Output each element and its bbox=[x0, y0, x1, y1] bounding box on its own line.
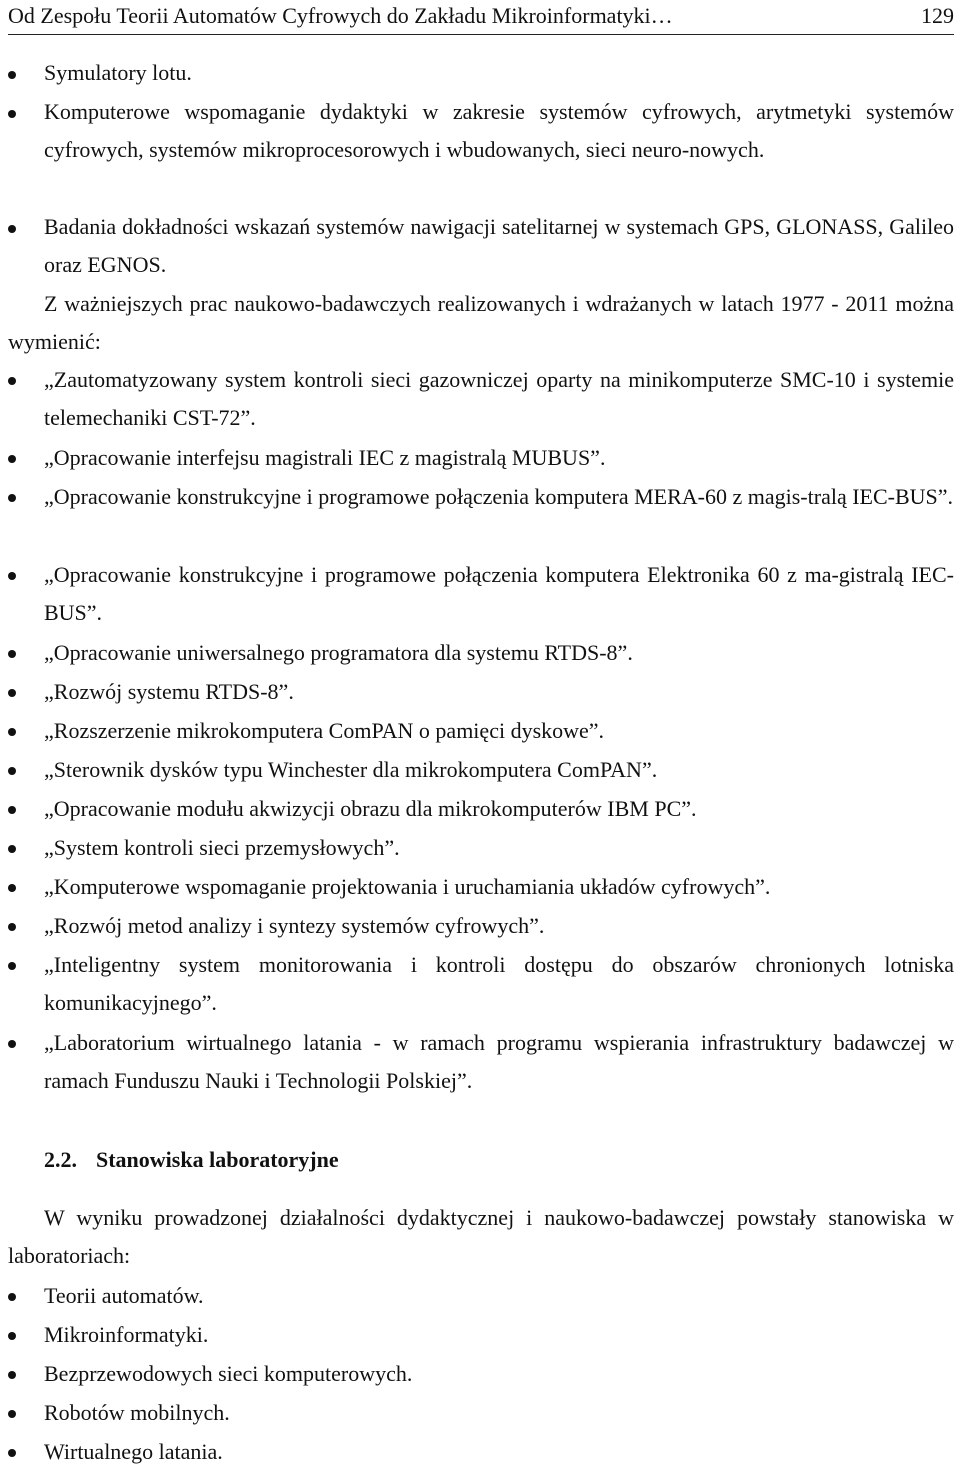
list-item: Mikroinformatyki. bbox=[44, 1322, 209, 1347]
list-item: „Rozszerzenie mikrokomputera ComPAN o pamięci dyskowe”. bbox=[44, 718, 605, 743]
bullet-icon bbox=[8, 767, 16, 775]
bullet-icon bbox=[8, 923, 16, 931]
bullet-icon bbox=[8, 377, 16, 385]
bullet-icon bbox=[8, 1371, 16, 1379]
bullet-icon bbox=[8, 845, 16, 853]
list-item: Bezprzewodowych sieci komputerowych. bbox=[44, 1361, 413, 1386]
bullet-icon bbox=[8, 455, 16, 463]
bullet-icon bbox=[8, 494, 16, 502]
list-item: Komputerowe wspomaganie dydaktyki w zakresie systemów cyfrowych, arytmetyki systemów cyfrowych, systemów mikroprocesorowych i wbudowanych, sieci neuro-nowych. bbox=[44, 99, 954, 162]
bullet-icon bbox=[8, 71, 16, 79]
section-paragraph: W wyniku prowadzonej działalności dydaktycznej i naukowo-badawczej powstały stanowiska w laboratoriach: bbox=[8, 1205, 954, 1268]
bullet-icon bbox=[8, 689, 16, 697]
section-title: Stanowiska laboratoryjne bbox=[96, 1147, 339, 1172]
bullet-icon bbox=[8, 650, 16, 658]
list-item: „Opracowanie modułu akwizycji obrazu dla mikrokomputerów IBM PC”. bbox=[44, 796, 697, 821]
section-heading bbox=[44, 1141, 339, 1179]
list-item: „Sterownik dysków typu Winchester dla mikrokomputera ComPAN”. bbox=[44, 757, 658, 782]
list-item: Wirtualnego latania. bbox=[44, 1439, 223, 1464]
list-item: „Laboratorium wirtualnego latania - w ramach programu wspierania infrastruktury badawczej w ramach Funduszu Nauki i Technologii Polskiej”. bbox=[44, 1030, 954, 1093]
list-item: „Rozwój metod analizy i syntezy systemów cyfrowych”. bbox=[44, 913, 545, 938]
bullet-icon bbox=[8, 1040, 16, 1048]
list-item: „Zautomatyzowany system kontroli sieci gazowniczej oparty na minikomputerze SMC-10 i systemie telemechaniki CST-72”. bbox=[44, 367, 954, 430]
bullet-icon bbox=[8, 1410, 16, 1418]
list-item: „System kontroli sieci przemysłowych”. bbox=[44, 835, 400, 860]
bullet-icon bbox=[8, 1449, 16, 1457]
bullet-icon bbox=[8, 806, 16, 814]
list-item: Symulatory lotu. bbox=[44, 60, 192, 85]
list-item: „Opracowanie konstrukcyjne i programowe połączenia komputera Elektronika 60 z ma-gistralą IEC-BUS”. bbox=[44, 562, 954, 625]
list-item: Robotów mobilnych. bbox=[44, 1400, 230, 1425]
header-title: Od Zespołu Teorii Automatów Cyfrowych do Zakładu Mikroinformatyki… bbox=[8, 3, 673, 28]
list-item: „Komputerowe wspomaganie projektowania i uruchamiania układów cyfrowych”. bbox=[44, 874, 771, 899]
bullet-icon bbox=[8, 572, 16, 580]
list-item: „Opracowanie konstrukcyjne i programowe połączenia komputera MERA-60 z magis-tralą IEC-BUS”. bbox=[44, 484, 954, 509]
bullet-icon bbox=[8, 110, 16, 118]
bullet-icon bbox=[8, 962, 16, 970]
running-header bbox=[8, 0, 954, 35]
list-item: „Rozwój systemu RTDS-8”. bbox=[44, 679, 294, 704]
bullet-icon bbox=[8, 884, 16, 892]
bullet-icon bbox=[8, 728, 16, 736]
list-item: „Opracowanie interfejsu magistrali IEC z magistralą MUBUS”. bbox=[44, 445, 606, 470]
list-item: Badania dokładności wskazań systemów nawigacji satelitarnej w systemach GPS, GLONASS, Galileo oraz EGNOS. bbox=[44, 214, 954, 277]
page-number: 129 bbox=[921, 3, 954, 28]
bullet-icon bbox=[8, 1293, 16, 1301]
section-number: 2.2. bbox=[44, 1147, 77, 1172]
bullet-icon bbox=[8, 225, 16, 233]
bullet-icon bbox=[8, 1332, 16, 1340]
list-item: Teorii automatów. bbox=[44, 1283, 204, 1308]
list-item: „Inteligentny system monitorowania i kontroli dostępu do obszarów chronionych lotniska komunikacyjnego”. bbox=[44, 952, 954, 1015]
intro-paragraph: Z ważniejszych prac naukowo-badawczych realizowanych i wdrażanych w latach 1977 - 2011 można wymienić: bbox=[8, 291, 954, 354]
list-item: „Opracowanie uniwersalnego programatora dla systemu RTDS-8”. bbox=[44, 640, 633, 665]
